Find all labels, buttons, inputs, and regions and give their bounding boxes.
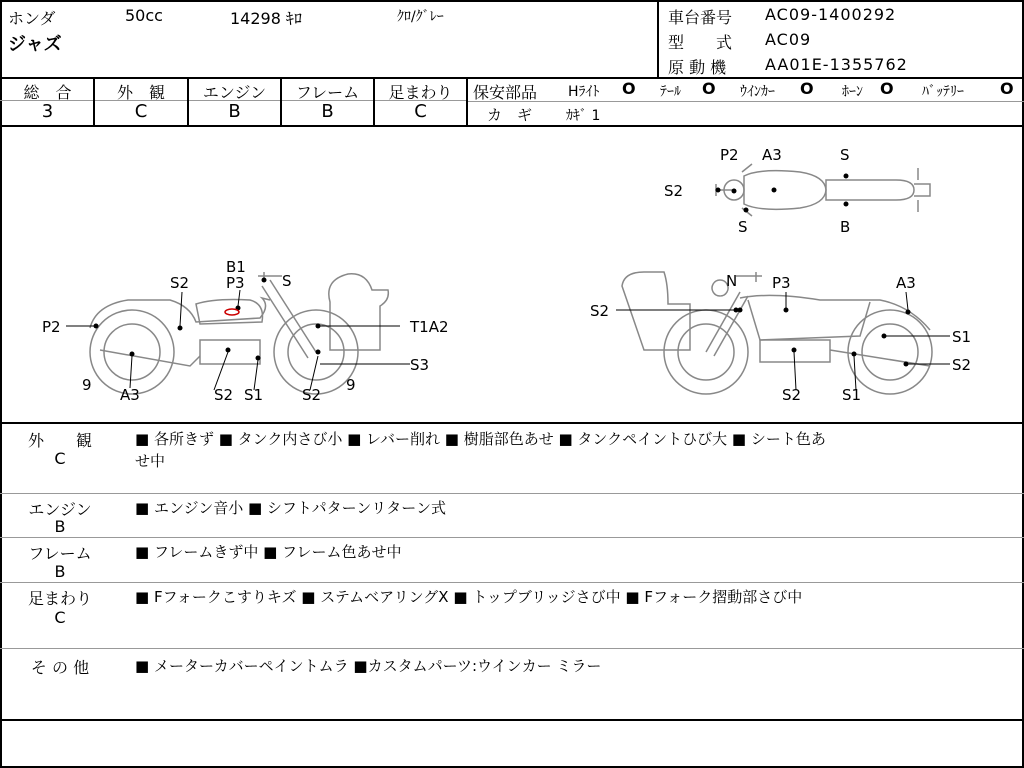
safety-horn-label: ﾎｰﾝ [842, 84, 863, 100]
grade-value-frame: B [321, 101, 334, 122]
key-label: カ ギ [487, 106, 533, 124]
grade-label-exterior: 外 観 [116, 83, 165, 102]
note-text-exterior: ■ 各所きず ■ タンク内さび小 ■ レバー削れ ■ 樹脂部色あせ ■ タンクペイントひび大 ■ シート色あ [135, 430, 826, 448]
top-label-a3: A3 [762, 146, 782, 164]
safety-battery-label: ﾊﾞｯﾃﾘｰ [922, 84, 964, 100]
left-label-s2-top: S2 [170, 274, 190, 292]
note-grade-frame: B [54, 562, 66, 581]
grade-col-5 [466, 78, 468, 126]
header-bottom-line [0, 77, 1024, 79]
grade-value-exterior: C [134, 101, 148, 122]
note-line-1 [0, 493, 1024, 494]
note-line-3 [0, 582, 1024, 583]
top-label-s-lower: S [738, 218, 748, 236]
right-label-n: N [726, 272, 738, 290]
damage-marker-red [225, 309, 239, 315]
right-label-s2-bottom: S2 [782, 386, 802, 404]
grade-label-engine: エンジン [202, 83, 267, 102]
grade-label-overall: 総 合 [23, 83, 72, 102]
engine-no: AA01E-1355762 [765, 55, 908, 74]
displacement: 50cc [125, 6, 163, 25]
safety-headlight-label: Hﾗｲﾄ [568, 84, 600, 100]
right-label-s2-rear: S2 [590, 302, 610, 320]
right-label-p3: P3 [772, 274, 791, 292]
grade-value-engine: B [228, 101, 241, 122]
left-label-p2: P2 [42, 318, 61, 336]
left-label-a3: A3 [120, 386, 140, 404]
left-label-s1: S1 [244, 386, 264, 404]
right-label-a3: A3 [896, 274, 916, 292]
color: ｸﾛ/ｸﾞﾚｰ [397, 9, 444, 25]
safety-headlight-mark: O [622, 79, 636, 98]
note-text-other: ■ メーターカバーペイントムラ ■カスタムパーツ:ウインカー ミラー [135, 657, 602, 675]
top-label-b: B [840, 218, 851, 236]
note-text-exterior-cont: せ中 [135, 452, 166, 470]
grade-value-suspension: C [414, 101, 427, 122]
right-label-s2-front: S2 [952, 356, 972, 374]
note-label-exterior: 外 観 [27, 431, 92, 450]
type-value: AC09 [765, 30, 812, 49]
top-view-bike [716, 164, 930, 216]
left-label-s: S [282, 272, 292, 290]
note-grade-engine: B [54, 517, 66, 536]
safety-horn-mark: O [880, 79, 894, 98]
left-label-9-right: 9 [346, 376, 356, 394]
note-grade-exterior: C [54, 449, 66, 468]
damage-diagram [2, 127, 1022, 421]
note-text-frame: ■ フレームきず中 ■ フレーム色あせ中 [135, 543, 402, 561]
top-label-s2: S2 [664, 182, 684, 200]
left-label-t1a2: T1A2 [410, 318, 449, 336]
diagram-bottom-line [0, 422, 1024, 424]
mileage: 14298 ｷﾛ [230, 9, 302, 28]
note-line-5 [0, 719, 1024, 721]
note-line-2 [0, 537, 1024, 538]
note-text-engine: ■ エンジン音小 ■ シフトパターンリターン式 [135, 499, 447, 517]
top-label-p2: P2 [720, 146, 739, 164]
safety-battery-mark: O [1000, 79, 1014, 98]
model-name: ジャズ [8, 34, 62, 55]
engine-no-label: 原 動 機 [668, 58, 727, 77]
right-label-s1-upper: S1 [952, 328, 972, 346]
left-label-b1: B1 [226, 258, 246, 276]
safety-title: 保安部品 [473, 83, 538, 102]
right-label-s1-bottom: S1 [842, 386, 862, 404]
border-top [0, 0, 1024, 2]
grade-label-frame: フレーム [295, 83, 360, 102]
safety-winker-label: ｳｲﾝｶｰ [740, 84, 775, 100]
left-label-s3: S3 [410, 356, 430, 374]
left-label-s2-front: S2 [302, 386, 322, 404]
left-label-s2-bottom: S2 [214, 386, 234, 404]
safety-winker-mark: O [800, 79, 814, 98]
note-grade-suspension: C [54, 608, 66, 627]
grade-label-suspension: 足まわり [388, 83, 453, 102]
safety-mid-line [468, 101, 1024, 102]
note-label-engine: エンジン [28, 500, 92, 519]
left-label-p3: P3 [226, 274, 245, 292]
note-label-frame: フレーム [28, 544, 92, 563]
note-label-other: そ の 他 [30, 658, 90, 677]
top-label-s-upper: S [840, 146, 850, 164]
note-line-4 [0, 648, 1024, 649]
note-label-suspension: 足まわり [27, 589, 92, 608]
note-text-suspension: ■ Fフォークこすりキズ ■ ステムベアリングX ■ トップブリッジさび中 ■ Fフォーク摺動部さび中 [135, 588, 803, 606]
maker: ホンダ [8, 9, 56, 28]
header-divider [657, 0, 659, 78]
frame-no: AC09-1400292 [765, 5, 897, 24]
safety-tail-label: ﾃｰﾙ [660, 84, 681, 100]
left-label-9-left: 9 [82, 376, 92, 394]
grade-value-overall: 3 [41, 101, 54, 122]
safety-tail-mark: O [702, 79, 716, 98]
frame-no-label: 車台番号 [668, 8, 733, 27]
key-value: ｶｷﾞ 1 [566, 108, 601, 124]
type-label: 型 式 [668, 33, 733, 52]
